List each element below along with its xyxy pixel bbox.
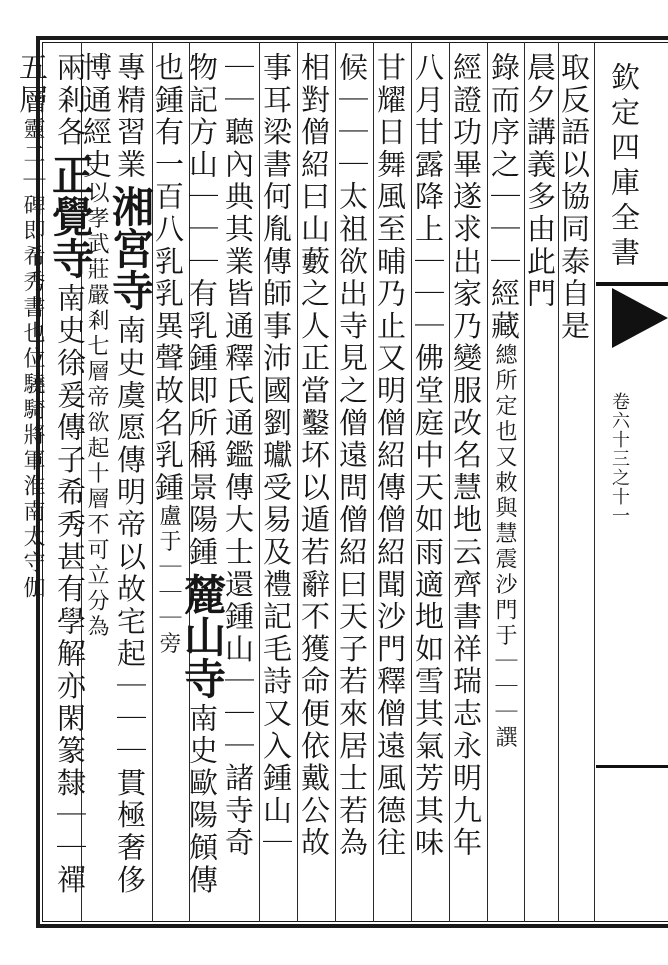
annotation-text: 以孝武莊嚴剎七層帝欲起十層不可立分為 [84,181,109,641]
main-text: 南史徐爰傳子希秀甚有學解亦閑篆隸｜｜禪 [53,282,87,897]
text-column [46,52,95,897]
text-column [556,52,592,343]
temple-heading: 湘宮寺 [106,185,155,312]
text-column [410,52,446,860]
main-text: 也鍾有一百八乳乳異聲故名乳鍾 [151,52,185,505]
text-column [220,52,256,860]
main-text: 專精習業 [113,52,147,182]
main-text: 事耳梁書何胤傳師事沛國劉瓛受易及禮記毛詩又入鍾山｜ [259,52,293,860]
text-column [448,52,484,860]
main-text: 南史虞愿傳明帝以故宅起｜｜｜貫極奢侈 [113,315,147,897]
main-text: 兩剎各 [53,52,87,149]
main-text: 南史歐陽頠傳 [185,702,219,897]
main-text: ｜｜聽內典其業皆通釋氏通鑑傳大士還鍾山｜｜｜諸寺奇 [221,52,255,860]
main-text: 博通經史 [79,52,113,182]
text-column [334,52,370,860]
fishtail-bar [596,282,668,286]
fishtail-mark [612,288,668,348]
annotation-text: 總所定也又敕與慧震沙門于｜｜｜譔 [492,342,517,751]
text-column [258,52,294,860]
text-column [486,52,522,751]
text-column [14,52,50,601]
annotation-text: 靈二｜碑即希秀書也位驍騎將軍淮南太守伽 [20,116,45,602]
main-text: 晨夕講義多由此門 [523,52,557,311]
annotation-text: 盧于｜｜｜旁 [156,504,181,658]
margin-rule [594,42,595,922]
main-text: 甘耀日舞風至晡乃止又明僧紹傳僧紹聞沙門釋僧遠風德往 [373,52,407,860]
text-column [296,52,332,860]
text-column [372,52,408,860]
book-title: 欽定四庫全書 [607,62,641,272]
temple-heading: 麓山寺 [178,572,227,699]
juan-number: 卷六十三之十一 [609,392,630,525]
temple-heading: 正覺寺 [46,152,95,279]
main-text: 五層 [15,52,49,117]
text-column [522,52,558,310]
main-text: 相對僧紹曰山藪之人正當鑿坏以遁若辭不獲命便依戴公故 [297,52,331,860]
margin-bar [596,765,668,768]
main-text: 八月甘露降上｜｜｜佛堂庭中天如雨適地如雪其氣芳其味 [411,52,445,860]
main-text: 錄而序之｜｜｜經藏 [487,52,521,343]
text-column [106,52,155,897]
main-text: 候｜｜｜太祖欲出寺見之僧遠問僧紹曰天子若來居士若為 [335,52,369,860]
text-column [178,52,227,897]
main-text: 經證功畢遂求出家乃變服改名慧地云齊書祥瑞志永明九年 [449,52,483,860]
main-text: 物記方山｜｜｜有乳鍾即所稱景陽鍾 [185,52,219,569]
main-text: 取反語以協同泰自是 [557,52,591,343]
text-column [150,52,186,657]
